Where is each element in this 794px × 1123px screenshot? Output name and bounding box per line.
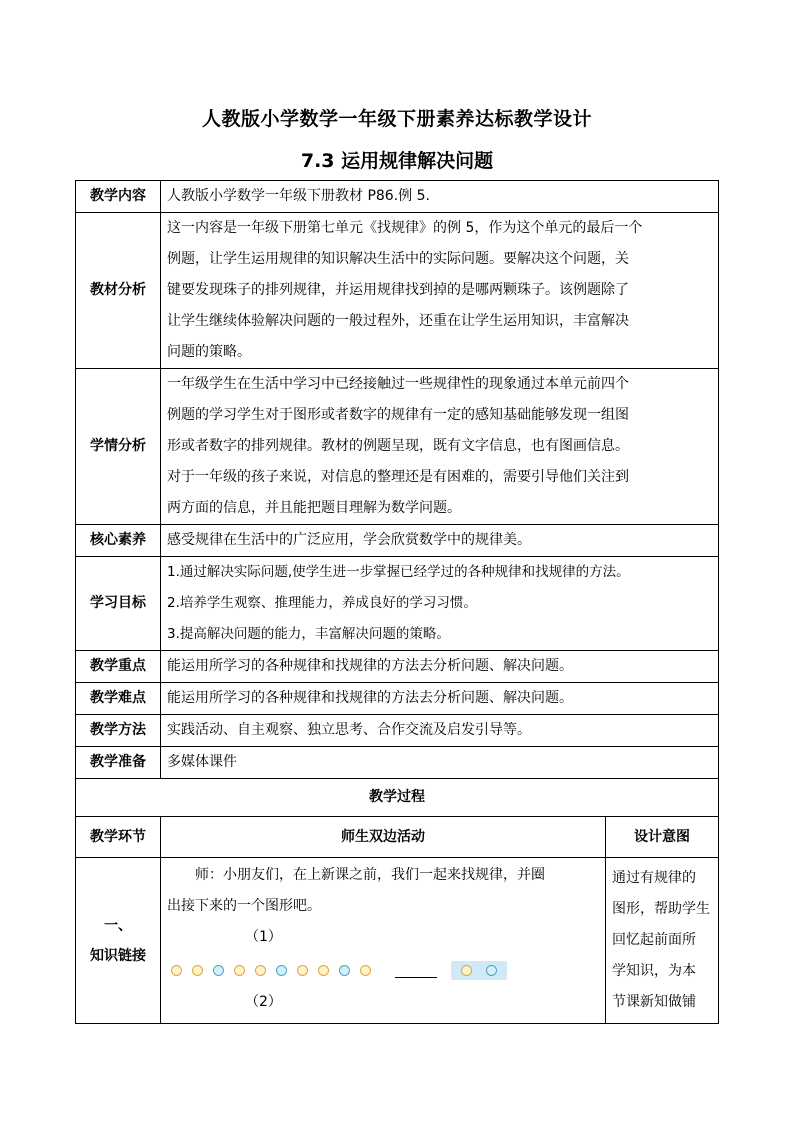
label-difficulty: 教学难点 [76, 683, 161, 715]
text-line: 例题，让学生运用规律的知识解决生活中的实际问题。要解决这个问题，关 [167, 251, 629, 267]
answer-blank[interactable] [395, 963, 437, 978]
text-line: 一年级学生在生活中学习中已经接触过一些规律性的现象通过本单元前四个 [167, 376, 629, 392]
value-preparation: 多媒体课件 [161, 747, 719, 779]
text-line: 对于一年级的孩子来说，对信息的整理还是有困难的，需要引导他们关注到 [167, 469, 629, 485]
row-teaching-content [76, 181, 719, 213]
row-method [76, 715, 719, 747]
label-key-point: 教学重点 [76, 651, 161, 683]
text-line: 图形，帮助学生 [612, 901, 710, 917]
blue-bead-icon [486, 965, 497, 976]
text-line: 问题的策略。 [167, 344, 251, 360]
row-process-columns [76, 817, 719, 858]
answer-option[interactable] [451, 961, 507, 980]
yellow-bead-icon [360, 965, 371, 976]
yellow-bead-icon [297, 965, 308, 976]
value-learning-goals [161, 557, 719, 651]
bead-sequence [171, 953, 599, 987]
row-student-analysis [76, 369, 719, 525]
text-line: 节课新知做铺 [612, 994, 696, 1010]
value-difficulty: 能运用所学习的各种规律和找规律的方法去分析问题、解决问题。 [161, 683, 719, 715]
item-2-label: （2） [245, 994, 282, 1010]
text-line: 让学生继续体验解决问题的一般过程外，还重在让学生运用知识，丰富解决 [167, 313, 629, 329]
text-line: 通过有规律的 [612, 870, 696, 886]
value-textbook-analysis [161, 213, 719, 369]
label-preparation: 教学准备 [76, 747, 161, 779]
text-line: 师：小朋友们，在上新课之前，我们一起来找规律，并圈 [195, 867, 545, 883]
row-textbook-analysis [76, 213, 719, 369]
text-line: 形或者数字的排列规律。教材的例题呈现，既有文字信息，也有图画信息。 [167, 438, 629, 454]
yellow-bead-icon [318, 965, 329, 976]
stage-1-activity [161, 858, 606, 1024]
stage-name: 知识链接 [90, 947, 146, 964]
yellow-bead-icon [255, 965, 266, 976]
label-method: 教学方法 [76, 715, 161, 747]
row-key-point [76, 651, 719, 683]
process-heading: 教学过程 [76, 779, 719, 817]
yellow-bead-icon [171, 965, 182, 976]
col-activity: 师生双边活动 [161, 817, 606, 858]
label-student-analysis: 学情分析 [76, 369, 161, 525]
col-stage: 教学环节 [76, 817, 161, 858]
text-line: 这一内容是一年级下册第七单元《找规律》的例 5，作为这个单元的最后一个 [167, 220, 643, 236]
text-line: 回忆起前面所 [612, 932, 696, 948]
label-teaching-content: 教学内容 [76, 181, 161, 213]
label-textbook-analysis: 教材分析 [76, 213, 161, 369]
row-learning-goals [76, 557, 719, 651]
bead-list [171, 965, 371, 976]
value-teaching-content: 人教版小学数学一年级下册教材 P86.例 5. [161, 181, 719, 213]
text-line: 例题的学习学生对于图形或者数字的规律有一定的感知基础能够发现一组图 [167, 407, 629, 423]
item-1-label: （1） [245, 929, 282, 945]
row-preparation [76, 747, 719, 779]
label-learning-goals: 学习目标 [76, 557, 161, 651]
value-student-analysis [161, 369, 719, 525]
value-key-point: 能运用所学习的各种规律和找规律的方法去分析问题、解决问题。 [161, 651, 719, 683]
lesson-title: 7.3 运用规律解决问题 [300, 150, 494, 172]
text-line: 1.通过解决实际问题,使学生进一步掌握已经学过的各种规律和找规律的方法。 [167, 564, 630, 580]
value-core-literacy: 感受规律在生活中的广泛应用，学会欣赏数学中的规律美。 [161, 525, 719, 557]
yellow-bead-icon [192, 965, 203, 976]
text-line: 学知识，为本 [612, 963, 696, 979]
stage-number: 一、 [104, 917, 132, 934]
stage-1-label [76, 858, 161, 1024]
row-core-literacy [76, 525, 719, 557]
row-difficulty [76, 683, 719, 715]
blue-bead-icon [213, 965, 224, 976]
yellow-bead-icon [461, 965, 472, 976]
text-line: 键要发现珠子的排列规律，并运用规律找到掉的是哪两颗珠子。该例题除了 [167, 282, 629, 298]
text-line: 出接下来的一个图形吧。 [167, 898, 321, 914]
label-core-literacy: 核心素养 [76, 525, 161, 557]
text-line: 3.提高解决问题的能力，丰富解决问题的策略。 [167, 626, 450, 642]
lesson-plan-table [75, 180, 719, 1024]
blue-bead-icon [339, 965, 350, 976]
text-line: 两方面的信息，并且能把题目理解为数学问题。 [167, 500, 461, 516]
text-line: 2.培养学生观察、推理能力，养成良好的学习习惯。 [167, 595, 477, 611]
row-process-heading [76, 779, 719, 817]
page-title: 人教版小学数学一年级下册素养达标教学设计 [201, 108, 592, 130]
value-method: 实践活动、自主观察、独立思考、合作交流及启发引导等。 [161, 715, 719, 747]
row-stage-1 [76, 858, 719, 1024]
stage-1-intent [606, 858, 719, 1024]
yellow-bead-icon [234, 965, 245, 976]
col-intent: 设计意图 [606, 817, 719, 858]
blue-bead-icon [276, 965, 287, 976]
